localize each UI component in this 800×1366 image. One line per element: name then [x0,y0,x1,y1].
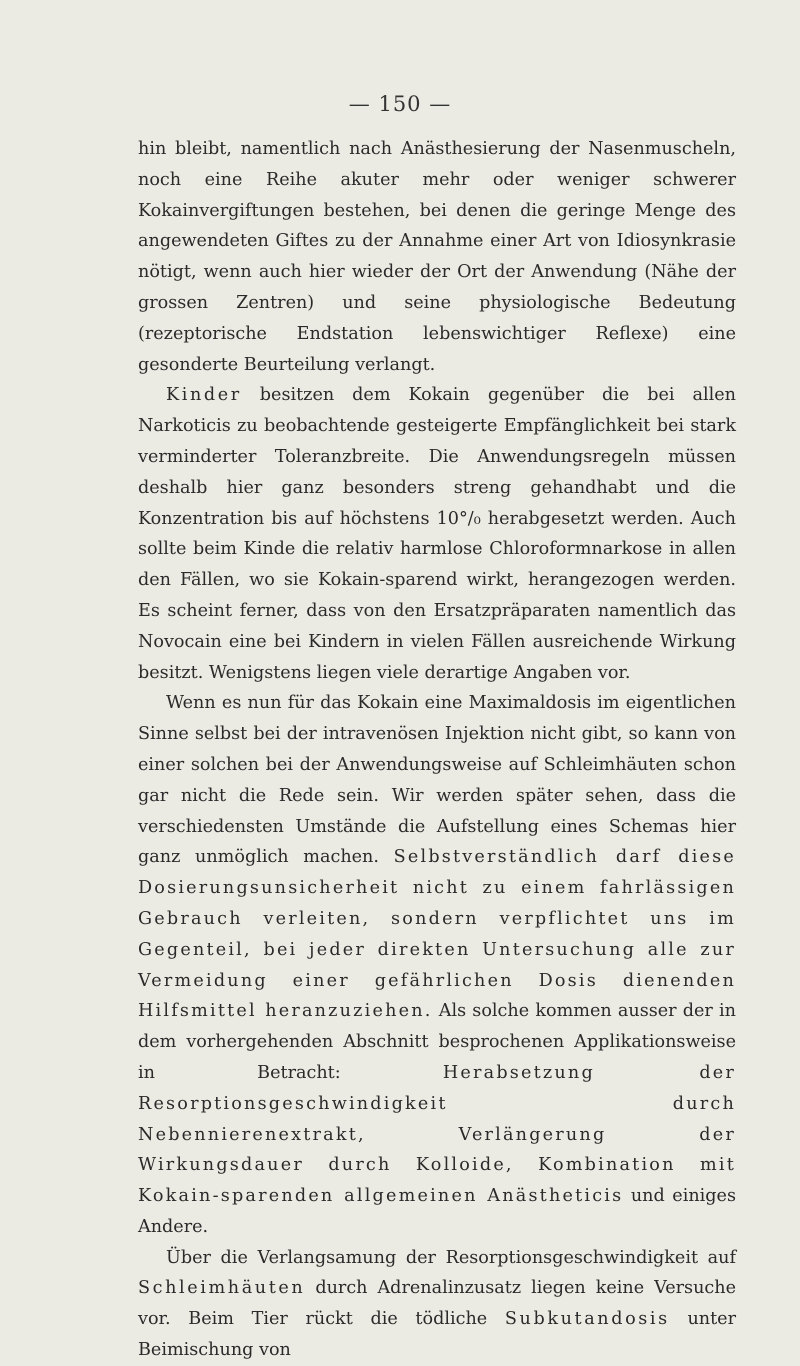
emphasis-subkutandosis: Subkutandosis [504,1309,670,1330]
paragraph-3-text-3: und einiges Andere. [138,1186,736,1237]
paragraph-3-text-2: Als solche kommen ausser der in dem vorhergehenden Abschnitt besprochenen Applikationsweise in Betracht: [138,1001,736,1083]
paragraph-4 [138,1243,736,1366]
page-number: — 150 — [348,92,452,116]
body-text [138,134,736,1366]
paragraph-4-text-1: Über die Verlangsamung der Resorptionsgeschwindigkeit auf [166,1247,736,1268]
paragraph-4-text-2: durch Adrenalinzusatz liegen keine Versuche vor. Beim Tier rückt die tödliche [138,1278,736,1330]
paragraph-3 [138,688,736,1242]
paragraph-1-text: hin bleibt, namentlich nach Anästhesierung der Nasenmuscheln, noch eine Reihe akuter mehr oder weniger schwerer Kokainvergiftungen bestehen, bei denen die geringe Menge des angewendeten Giftes zu der Annahme einer Art von Idiosynkrasie nötigt, wenn auch hier wieder der Ort der Anwendung (Nähe der grossen Zentren) und seine physiologische Bedeutung (rezeptorische Endstation lebenswichtiger Reflexe) eine gesonderte Beurteilung verlangt. [138,139,736,375]
paragraph-1 [138,134,736,380]
paragraph-2 [138,380,736,688]
emphasis-hilfsmittel-list: Herabsetzung der Resorptionsgeschwindigkeit durch Nebennierenextrakt, Verlängerung der Wirkungsdauer durch Kolloide, Kombination mit Kokain-sparenden allgemeinen Anästheticis [138,1062,737,1207]
emphasis-kinder: Kinder [166,385,242,406]
emphasis-dosierungsunsicherheit: Selbstverständlich darf diese Dosierungsunsicherheit nicht zu einem fahrlässigen Gebrauch verleiten, sondern verpflichtet uns im Gegenteil, bei jeder direkten Untersuchung alle zur Vermeidung einer gefährlichen Dosis dienenden Hilfsmittel heranzuziehen. [138,847,736,1022]
paragraph-4-text-3: unter Beimischung von [138,1309,736,1361]
emphasis-schleimhaeuten: Schleimhäuten [138,1278,306,1299]
paragraph-3-text-1: Wenn es nun für das Kokain eine Maximaldosis im eigentlichen Sinne selbst bei der intravenösen Injektion nicht gibt, so kann von einer solchen bei der Anwendungsweise auf Schleimhäuten schon gar nicht die Rede sein. Wir werden später sehen, dass die verschiedensten Umstände die Aufstellung eines Schemas hier ganz unmöglich machen. [138,693,736,868]
paragraph-2-text: besitzen dem Kokain gegenüber die bei allen Narkoticis zu beobachtende gesteigerte Empfänglichkeit bei stark verminderter Toleranzbreite. Die Anwendungsregeln müssen deshalb hier ganz besonders streng gehandhabt und die Konzentration bis auf höchstens 10°/₀ herabgesetzt werden. Auch sollte beim Kinde die relativ harmlose Chloroformnarkose in allen den Fällen, wo sie Kokain-sparend wirkt, herangezogen werden. Es scheint ferner, dass von den Ersatzpräparaten namentlich das Novocain eine bei Kindern in vielen Fällen ausreichende Wirkung besitzt. Wenigstens liegen viele derartige Angaben vor. [138,385,736,683]
